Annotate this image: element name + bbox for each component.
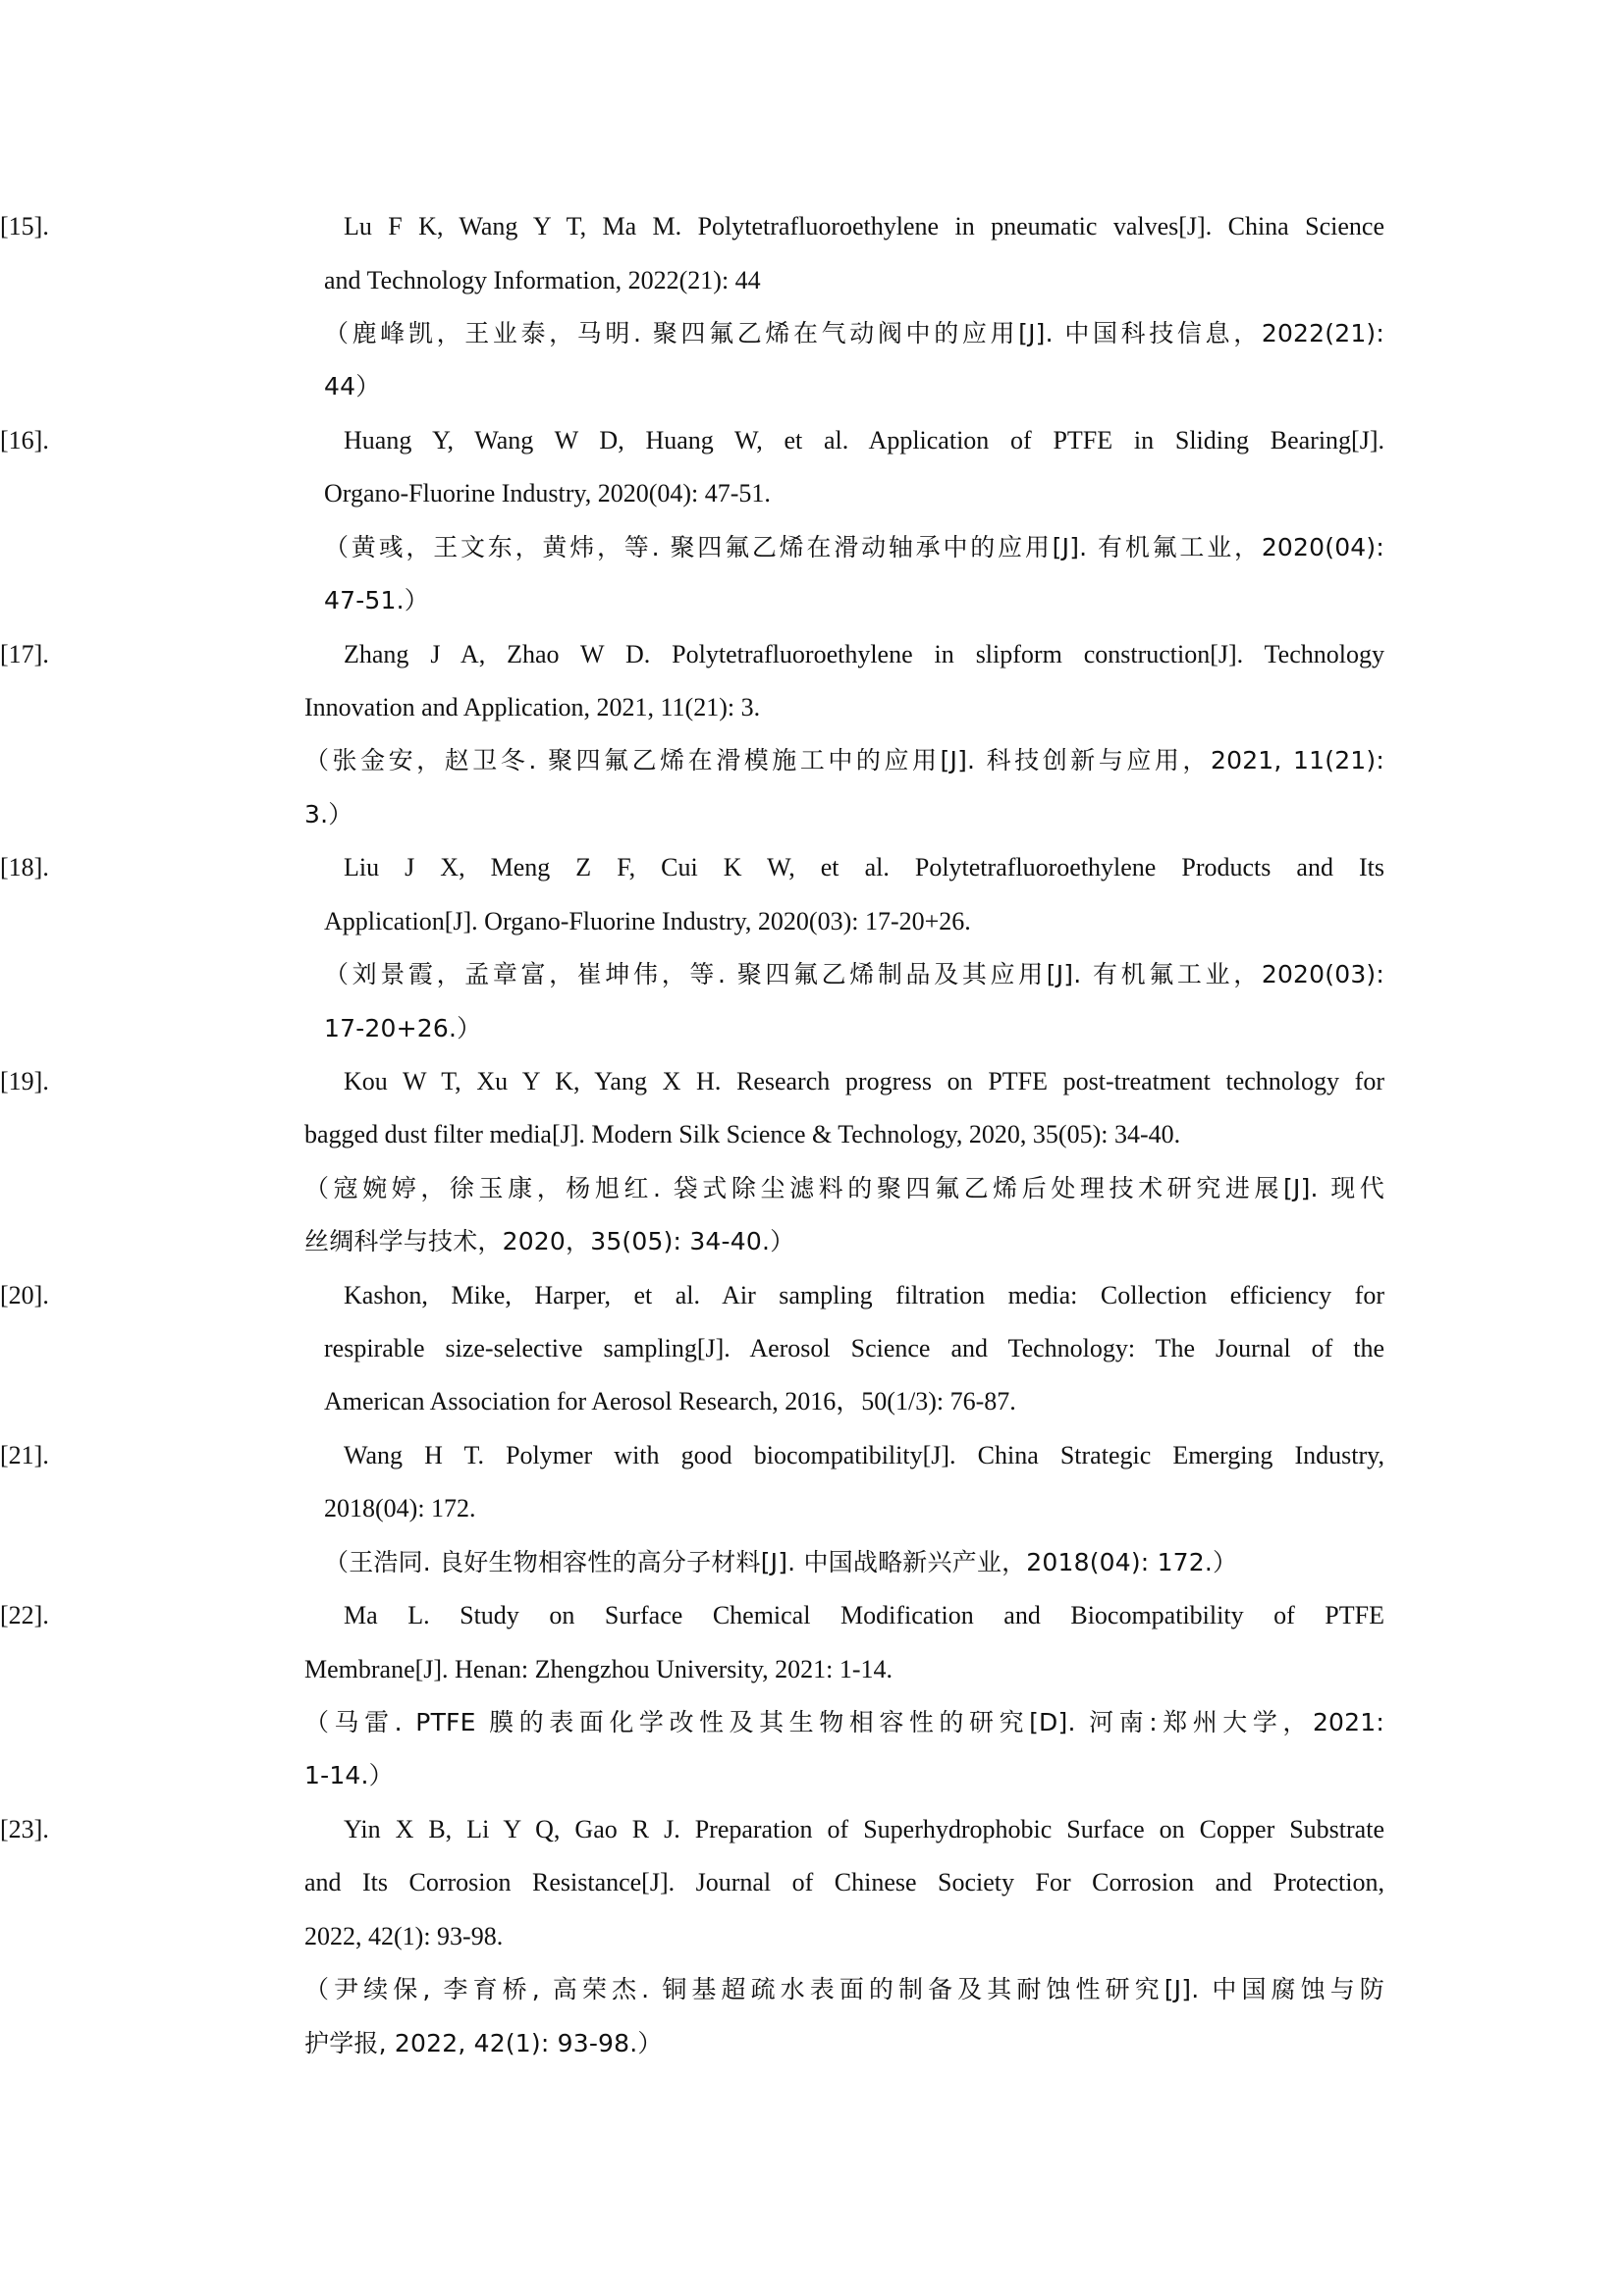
reference-line: American Association for Aerosol Research, 2016，50(1/3): 76-87. — [324, 1387, 1016, 1415]
reference-number: [22]. — [0, 1601, 49, 1629]
reference-line: respirable size-selective sampling[J]. Aerosol Science and Technology: The Journal of the — [324, 1334, 1384, 1362]
reference-translation-line: 44） — [324, 372, 381, 400]
reference-line: Kou W T, Xu Y K, Yang X H. Research progress on PTFE post-treatment technology for — [344, 1067, 1384, 1095]
reference-translation-line: （黄彧，王文东，黄炜，等. 聚四氟乙烯在滑动轴承中的应用[J]. 有机氟工业，2020(04): — [324, 533, 1384, 561]
reference-translation-line: （寇婉婷，徐玉康，杨旭红. 袋式除尘滤料的聚四氟乙烯后处理技术研究进展[J]. 现代 — [304, 1174, 1384, 1202]
reference-number: [18]. — [0, 853, 49, 881]
reference-translation-line: 护学报, 2022, 42(1): 93-98.） — [304, 2029, 663, 2057]
reference-line: 2022, 42(1): 93-98. — [304, 1922, 504, 1950]
reference-line: bagged dust filter media[J]. Modern Silk Science & Technology, 2020, 35(05): 34-40. — [304, 1120, 1181, 1148]
reference-line: Huang Y, Wang W D, Huang W, et al. Application of PTFE in Sliding Bearing[J]. — [344, 426, 1384, 454]
reference-number: [23]. — [0, 1815, 49, 1843]
reference-translation-line: 丝绸科学与技术，2020，35(05): 34-40.） — [304, 1227, 795, 1255]
reference-line: Ma L. Study on Surface Chemical Modification and Biocompatibility of PTFE — [344, 1601, 1384, 1629]
reference-line: and Technology Information, 2022(21): 44 — [324, 266, 761, 294]
reference-line: and Its Corrosion Resistance[J]. Journal of Chinese Society For Corrosion and Protection, — [304, 1868, 1384, 1896]
reference-line: Organo-Fluorine Industry, 2020(04): 47-51. — [324, 479, 771, 507]
reference-line: Liu J X, Meng Z F, Cui K W, et al. Polytetrafluoroethylene Products and Its — [344, 853, 1384, 881]
reference-number: [21]. — [0, 1441, 49, 1469]
reference-line: Lu F K, Wang Y T, Ma M. Polytetrafluoroethylene in pneumatic valves[J]. China Science — [344, 212, 1384, 240]
reference-translation-line: （鹿峰凯，王业泰，马明. 聚四氟乙烯在气动阀中的应用[J]. 中国科技信息，2022(21): — [324, 319, 1384, 347]
reference-number: [19]. — [0, 1067, 49, 1095]
reference-number: [15]. — [0, 212, 49, 240]
reference-translation-line: 3.） — [304, 800, 353, 828]
reference-translation-line: （尹续保, 李育桥, 高荣杰. 铜基超疏水表面的制备及其耐蚀性研究[J]. 中国腐蚀与防 — [304, 1975, 1384, 2003]
reference-line: Application[J]. Organo-Fluorine Industry, 2020(03): 17-20+26. — [324, 907, 971, 935]
reference-translation-line: （马雷. PTFE 膜的表面化学改性及其生物相容性的研究[D]. 河南:郑州大学，2021: — [304, 1708, 1384, 1736]
reference-translation-line: （刘景霞，孟章富，崔坤伟，等. 聚四氟乙烯制品及其应用[J]. 有机氟工业，2020(03): — [324, 960, 1384, 988]
reference-translation-line: 1-14.） — [304, 1761, 394, 1789]
reference-translation-line: （王浩同. 良好生物相容性的高分子材料[J]. 中国战略新兴产业，2018(04): 172.） — [324, 1548, 1238, 1576]
reference-translation-line: （张金安，赵卫冬. 聚四氟乙烯在滑模施工中的应用[J]. 科技创新与应用，2021, 11(21): — [304, 746, 1384, 774]
reference-line: 2018(04): 172. — [324, 1494, 476, 1522]
reference-line: Yin X B, Li Y Q, Gao R J. Preparation of Superhydrophobic Surface on Copper Substrate — [344, 1815, 1384, 1843]
reference-translation-line: 17-20+26.） — [324, 1014, 482, 1042]
reference-number: [16]. — [0, 426, 49, 454]
reference-line: Kashon, Mike, Harper, et al. Air sampling filtration media: Collection efficiency for — [344, 1281, 1384, 1309]
reference-line: Innovation and Application, 2021, 11(21): 3. — [304, 693, 761, 721]
reference-line: Zhang J A, Zhao W D. Polytetrafluoroethylene in slipform construction[J]. Technology — [344, 640, 1384, 668]
reference-line: Membrane[J]. Henan: Zhengzhou University, 2021: 1-14. — [304, 1655, 893, 1683]
reference-number: [17]. — [0, 640, 49, 668]
reference-number: [20]. — [0, 1281, 49, 1309]
reference-translation-line: 47-51.） — [324, 586, 429, 614]
reference-line: Wang H T. Polymer with good biocompatibility[J]. China Strategic Emerging Industry, — [344, 1441, 1384, 1469]
